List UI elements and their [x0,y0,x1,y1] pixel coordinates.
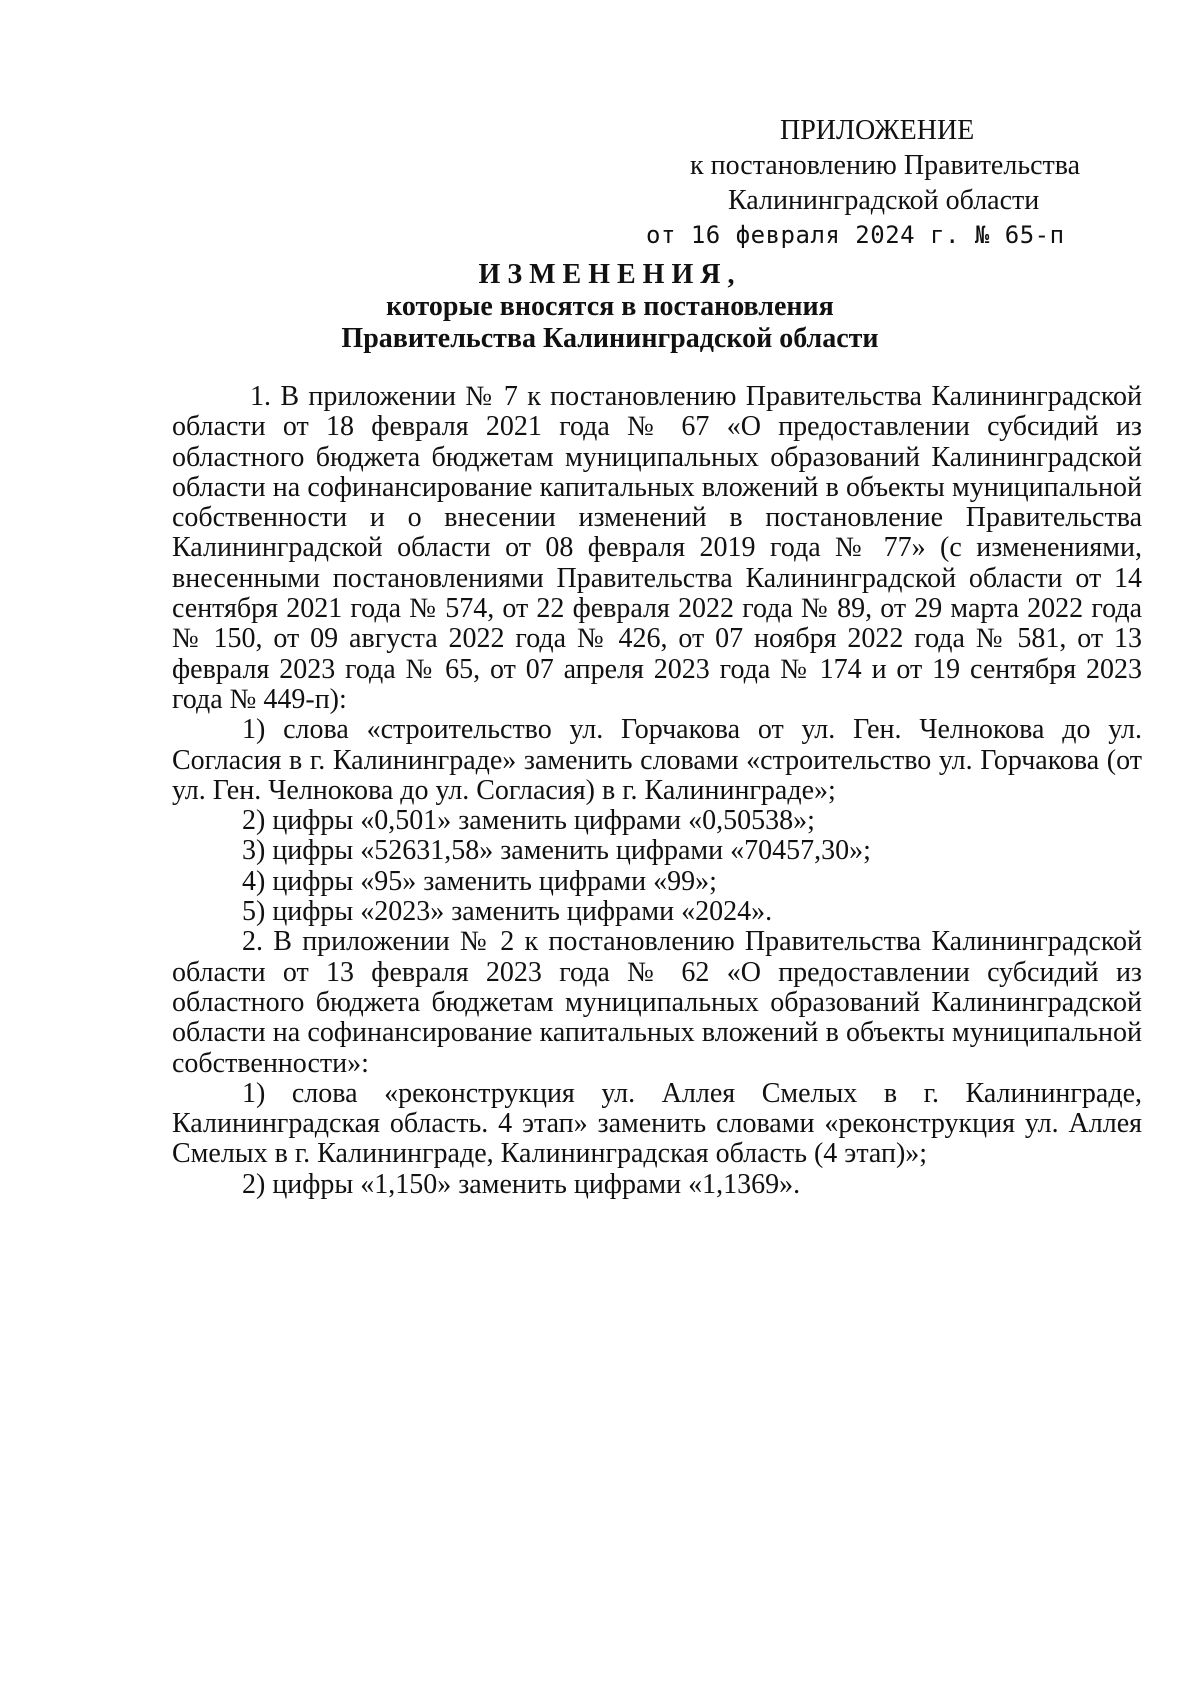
heading-title: ИЗМЕНЕНИЯ, [478,259,742,290]
section-2-intro: 2. В приложении № 2 к постановлению Правительства Калининградской области от 13 февраля 2023 года № 62 «О предоставлении субсидий из областного бюджета бюджетам муниципальных образований Калининградской области на софинансирование капитальных вложений в объекты муниципальной собственности»: [172,926,1142,1079]
appendix-block [646,113,1081,253]
appendix-region: Калининградской области [728,185,1040,216]
heading-subtitle-2: Правительства Калининградской области [341,323,879,354]
section-1-item-3: 3) цифры «52631,58» заменить цифрами «70457,30»; [242,835,871,867]
document-body [172,382,1142,1200]
section-1-item-4: 4) цифры «95» заменить цифрами «99»; [242,865,717,897]
section-1-item-1: 1) слова «строительство ул. Горчакова от ул. Ген. Челнокова до ул. Согласия в г. Калининграде» заменить словами «строительство ул. Горчакова (от ул. Ген. Челнокова до ул. Согласия) в г. Калининграде»; [172,714,1142,806]
section-2-item-2: 2) цифры «1,150» заменить цифрами «1,1369». [242,1168,801,1200]
section-1-item-2: 2) цифры «0,501» заменить цифрами «0,50538»; [242,805,815,837]
heading-subtitle: которые вносятся в постановления [386,291,834,322]
document-heading [0,259,1200,355]
section-2-item-1: 1) слова «реконструкция ул. Аллея Смелых в г. Калининграде, Калининградская область. 4 этап» заменить словами «реконструкция ул. Аллея Смелых в г. Калининграде, Калининградская область (4 этап)»; [172,1077,1142,1170]
appendix-title: ПРИЛОЖЕНИЕ [780,115,975,146]
section-1-intro: 1. В приложении № 7 к постановлению Правительства Калининградской области от 18 февраля 2021 года № 67 «О предоставлении субсидий из областного бюджета бюджетам муниципальных образований Калининградской области на софинансирование капитальных вложений в объекты муниципальной собственности и о внесении изменений в постановление Правительства Калининградской области от 08 февраля 2019 года № 77» (с изменениями, внесенными постановлениями Правительства Калининградской области от 14 сентября 2021 года № 574, от 22 февраля 2022 года № 89, от 29 марта 2022 года № 150, от 09 августа 2022 года № 426, от 07 ноября 2022 года № 581, от 13 февраля 2023 года № 65, от 07 апреля 2023 года № 174 и от 19 сентября 2023 года № 449-п): [172,381,1142,715]
appendix-date-number: от 16 февраля 2024 г. № 65-п [646,221,1065,249]
appendix-reference: к постановлению Правительства [690,150,1081,181]
section-1-item-5: 5) цифры «2023» заменить цифрами «2024». [242,896,773,928]
